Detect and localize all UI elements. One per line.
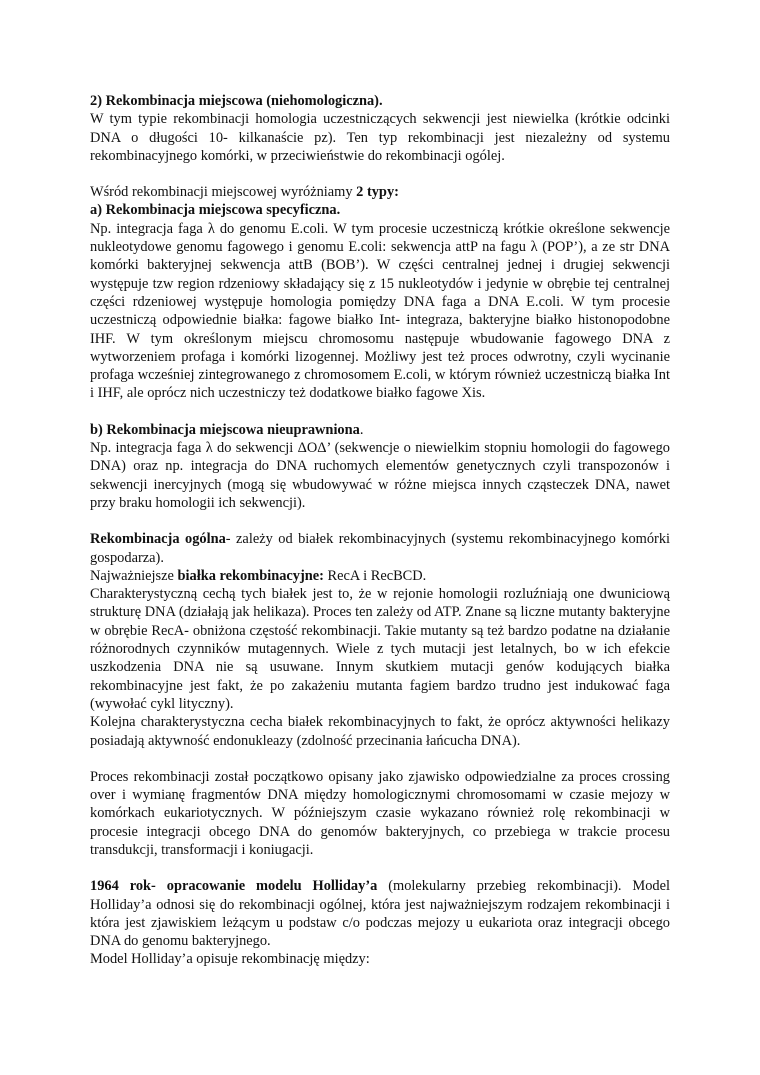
document-body <box>90 92 670 969</box>
type-a-paragraph: Np. integracja faga λ do genomu E.coli. W tym procesie uczestniczą krótkie określone sekwencje nukleotydowe genomu fagowego i genomu E.coli: sekwencja attP na fagu λ (POP’), a ze str DNA komórki bakteryjnej sekwencja attB (BOB’). W części centralnej jednej i drugiej sekwencji występuje tzw region rdzeniowy składający się z 15 nukleotydów i jedynie w obrębie tej centralnej części rdzeniowej występuje homologia pomiędzy DNA faga a DNA E.coli. W tym procesie uczestniczą odpowiednie białka: fagowe białko Int- integraza, bakteryjne białko histonopodobne IHF. W tym określonym miejscu chromosomu następuje wbudowanie fagowego DNA z wytworzeniem profaga i komórki lizogennej. Możliwy jest też proces odwrotny, czyli wycinanie profaga wcześniej zintegrowanego z chromosomem E.coli, w którym również uczestniczą białka Int i IHF, ale oprócz nich uczestniczy też dodatkowe białko fagowe Xis. <box>90 220 670 402</box>
feature-paragraph-1: Charakterystyczną cechą tych białek jest to, że w rejonie homologii rozluźniają one dwuniciową strukturę DNA (działają jak helikaza). Proces ten zależy od ATP. Znane są liczne mutanty bakteryjne w obrębie RecA- obniżona częstość rekombinacji. Takie mutanty są też bardzo podatne na działanie różnorodnych czynników mutagennych. Wiele z tych mutacji jest letalnych, bo w ich efekcie uszkodzenia DNA nie są usuwane. Innym skutkiem mutacji genów kodujących białka rekombinacyjne jest fakt, że po zakażeniu mutanta fagiem bardzo trudno jest indukować faga (wywołać cykl lityczny). <box>90 586 670 712</box>
holliday-last-line: Model Holliday’a opisuje rekombinację między: <box>90 951 370 968</box>
process-paragraph: Proces rekombinacji został początkowo opisany jako zjawisko odpowiedzialne za proces crossing over i wymianę fragmentów DNA między homologicznymi chromosomami w czasie mejozy w komórkach eukariotycznych. W późniejszym czasie wykazano również rolę rekombinacji w procesie integracji obcego DNA do genomów bakteryjnych, co przebiega w trakcie procesu transdukcji, transformacji i koniugacji. <box>90 768 670 858</box>
section-heading: 2) Rekombinacja miejscowa (niehomologiczna). <box>90 93 383 109</box>
general-recombination-paragraph: Rekombinacja ogólna- zależy od białek rekombinacyjnych (systemu rekombinacyjnego komórki gospodarza). <box>90 531 671 566</box>
recombination-proteins-line: Najważniejsze białka rekombinacyjne: RecA i RecBCD. <box>90 567 427 584</box>
type-b-paragraph: Np. integracja faga λ do sekwencji ΔOΔ’ (sekwencje o niewielkim stopniu homologii do fagowego DNA) oraz np. integracja do DNA ruchomych elementów genetycznych czyli transpozonów i sekwencji inercyjnych (mogą się wbudowywać w różne miejsca innych cząsteczek DNA, nawet przy braku homologii ich sekwencji). <box>90 440 670 511</box>
types-intro: Wśród rekombinacji miejscowej wyróżniamy 2 typy: <box>90 184 399 201</box>
intro-paragraph: W tym typie rekombinacji homologia uczestniczących sekwencji jest niewielka (krótkie odcinki DNA o długości 10- kilkanaście pz). Ten typ rekombinacji jest niezależny od systemu rekombinacyjnego komórki, w przeciwieństwie do rekombinacji ogólej. <box>90 111 670 164</box>
type-a-heading: a) Rekombinacja miejscowa specyficzna. <box>90 202 341 219</box>
feature-paragraph-2: Kolejna charakterystyczna cecha białek rekombinacyjnych to fakt, że oprócz aktywności helikazy posiadają aktywność endonukleazy (zdolność przecinania łańcucha DNA). <box>90 714 670 749</box>
type-b-heading: b) Rekombinacja miejscowa nieuprawniona. <box>90 421 364 438</box>
holliday-paragraph: 1964 rok- opracowanie modelu Holliday’a (molekularny przebieg rekombinacji). Model Holliday’a odnosi się do rekombinacji ogólnej, która jest najważniejszym rodzajem rekombinacji i która jest zjawiskiem leżącym u podstaw c/o podczas mejozy u eukariota oraz integracji obcego DNA do genomu bakteryjnego. <box>90 878 670 950</box>
